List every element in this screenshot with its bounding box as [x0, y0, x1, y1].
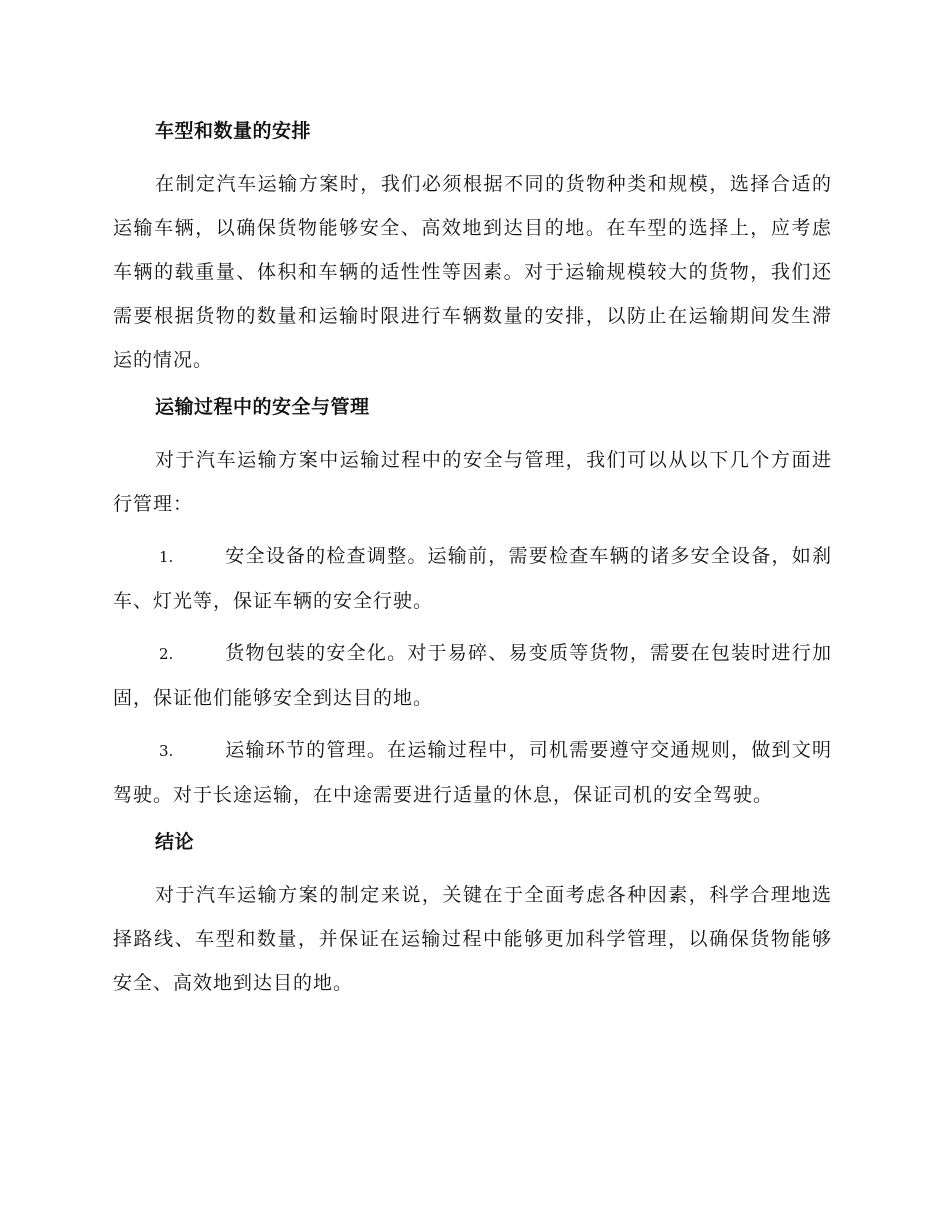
list-item-number: 1. [159, 548, 174, 566]
list-item-text: 安全设备的检查调整。运输前，需要检查车辆的诸多安全设备，如刹车、灯光等，保证车辆的安全行驶。 [113, 545, 832, 612]
paragraph-safety-intro: 对于汽车运输方案中运输过程中的安全与管理，我们可以从以下几个方面进行管理： [113, 449, 832, 515]
section-heading-vehicle: 车型和数量的安排 [155, 120, 312, 142]
list-item-3 [113, 728, 832, 817]
list-item-number: 2. [159, 645, 174, 663]
paragraph-vehicle: 在制定汽车运输方案时，我们必须根据不同的货物种类和规模，选择合适的运输车辆，以确保货物能够安全、高效地到达目的地。在车型的选择上，应考虑车辆的载重量、体积和车辆的适性性等因素。对于运输规模较大的货物，我们还需要根据货物的数量和运输时限进行车辆数量的安排，以防止在运输期间发生滞运的情况。 [113, 173, 832, 371]
section-heading-safety: 运输过程中的安全与管理 [155, 396, 370, 418]
section-heading-conclusion: 结论 [155, 831, 195, 853]
list-item-1 [113, 534, 832, 623]
paragraph-conclusion: 对于汽车运输方案的制定来说，关键在于全面考虑各种因素，科学合理地选择路线、车型和数量，并保证在运输过程中能够更加科学管理，以确保货物能够安全、高效地到达目的地。 [113, 884, 832, 994]
list-item-2 [113, 631, 832, 720]
list-item-text: 货物包装的安全化。对于易碎、易变质等货物，需要在包装时进行加固，保证他们能够安全到达目的地。 [113, 642, 832, 709]
list-item-number: 3. [159, 742, 174, 760]
list-item-text: 运输环节的管理。在运输过程中，司机需要遵守交通规则，做到文明驾驶。对于长途运输，在中途需要进行适量的休息，保证司机的安全驾驶。 [113, 739, 832, 806]
